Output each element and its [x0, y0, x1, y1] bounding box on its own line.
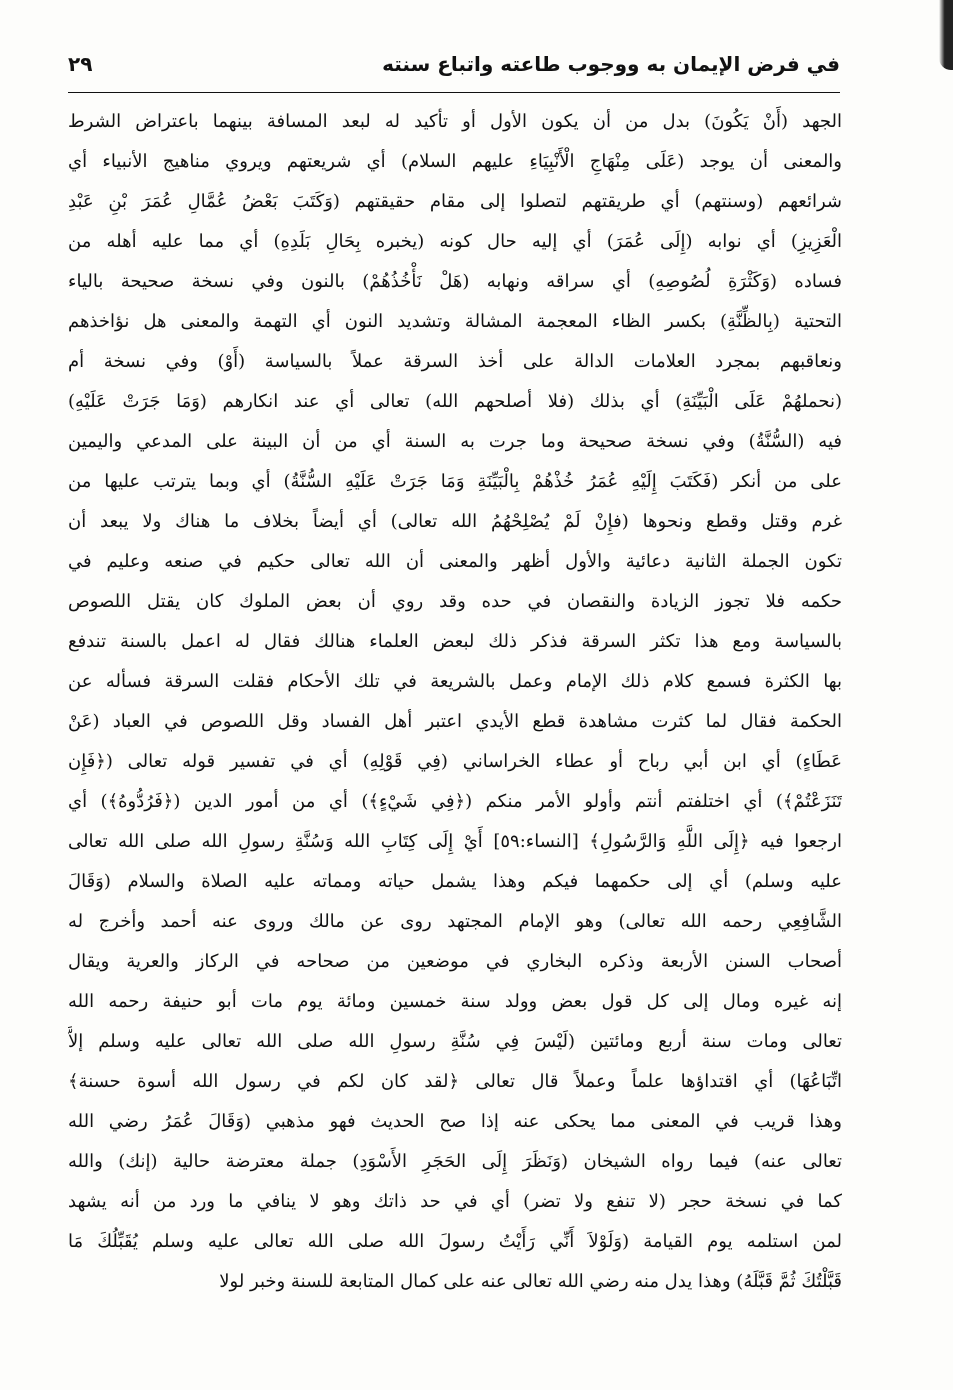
text-line: تعالى عنه) فيما رواه الشيخان (وَنَظَرَ إِلَى الحَجَرِ الأَسْوَدِ) جملة معترضة حالية (إنك) والله: [68, 1151, 842, 1172]
text-line: التحتية (بِالظِّنَّةِ) بكسر الظاء المعجمة المشالة وتشديد النون أي التهمة والمعنى هل نؤاخذهم: [68, 311, 842, 332]
page-header: [68, 44, 840, 90]
text-line: إنه غيره ومال إلى كل قول بعض وولد سنة خمسين ومائة يوم مات أبو حنيفة رحمه الله: [68, 991, 842, 1012]
text-line: تَنَزَعْتُمْ﴾) أي اختلفتم أنتم وأولو الأمر منكم (﴿فِي شَيْءٍ﴾) أي من أمور الدين (﴿فَرُدُّوهُ﴾) أي: [68, 791, 842, 812]
body-text: [68, 102, 842, 1302]
text-line: الْعَزِيزِ) أي نوابه (إِلَى عُمَرَ) أي إليه حال كونه (يخبره بِحَالِ بَلَدِهِ) أي مما عليه أهله من: [68, 231, 842, 252]
text-line: تكون الجملة الثانية دعائية والأول أظهر والمعنى أن الله تعالى حكيم في صنعه وعليم في: [68, 551, 842, 572]
text-line: قَبَّلْتُكَ ثُمَّ قَبَّلَهُ) وهذا يدل منه رضي الله تعالى عنه على كمال المتابعة للسنة وخبر لولا: [219, 1271, 842, 1292]
text-line: الشَّافِعِي رحمه الله تعالى) وهو الإمام المجتهد روى عن مالك وروى عنه أحمد وأخرج له: [68, 911, 842, 932]
text-line: والمعنى أن يوجد (عَلَى مِنْهَاجِ الْأَنْبِيَاءِ عليهم السلام) أي شريعتهم ويروي مناهيج الأنبياء أي: [68, 151, 842, 172]
text-line: بها الكثرة فسمع كلام ذلك الإمام وعمل بالشريعة في تلك الأحكام فقلت السرقة فسأله عن: [68, 671, 842, 692]
text-line: غرم وقتل وقطع ونحوها (فإِنْ لَمْ يُصْلِحْهُمُ الله تعالى) أي أيضاً بخلاف ما هناك ولا يبعد أن: [68, 511, 842, 532]
text-line: ارجعوا فيه ﴿إِلَى اللَّهِ وَالرَّسُولِ﴾ [النساء:٥٩] أَيْ إِلَى كِتَابِ الله وَسُنَّةِ رسولِ الله صلى الله تعالى: [68, 831, 842, 852]
text-line: كما في نسخة حجر (لا تنفع ولا تضر) أي في حد ذاتك وهو لا ينافي ما ورد من أنه يشهد: [68, 1191, 842, 1212]
text-line: (نحملهُمْ عَلَى الْبَيِّنَةِ) أي بذلك (فلا أصلحهم الله) تعالى أي عند انكارهم (وَمَا جَرَتْ عَلَيْهِ): [68, 391, 842, 412]
text-line: حكمه فلا تجوز الزيادة والنقصان في حده وقد روي أن بعض الملوك كان يقتل اللصوص: [68, 591, 842, 612]
text-line: وهذا قريب في المعنى مما يحكى عنه إذا صح الحديث فهو مذهبي (وَقَالَ عُمَرُ رضي الله: [68, 1111, 842, 1132]
text-line: بالسياسة ومع هذا تكثر السرقة فذكر ذلك لبعض العلماء هنالك فقال له اعمل بالسنة تندفع: [68, 631, 842, 652]
text-line: فساده (وَكَثْرَةِ لُصُوصِهِ) أي سراقه ونهابه (هَلْ نَأْخُذُهُمْ) بالنون وفي نسخة صحيحة بالياء: [68, 271, 842, 292]
text-line: تعالى ومات سنة أربع ومائتين (لَيْسَ فِي سُنَّةِ رسولِ الله صلى الله تعالى عليه وسلم إلاَّ: [68, 1031, 842, 1052]
text-line: عَطَاءٍ) أي ابن أبي رباح أو عطاء الخراساني (فِي قَوْلِهِ) أي في تفسير قوله تعالى (﴿فَإِن: [68, 751, 842, 772]
text-line: شرائعهم (وسنتهم) أي طريقتهم لتصلوا إلى مقام حقيقتهم (وَكَتَبَ بَعْضُ عُمَّالِ عُمَرَ بْنِ عَبْدِ: [68, 191, 842, 212]
running-title: في فرض الإيمان به ووجوب طاعته واتباع سنته: [382, 52, 840, 76]
text-line: أصحاب السنن الأربعة وذكره البخاري في موضعين من صحاحه في الركاز والعرية ويقال: [68, 951, 842, 972]
text-line: عليه وسلم) أي إلى حكمهما فيكم وهذا يشمل حياته ومماته عليه الصلاة والسلام (وَقَالَ: [68, 871, 842, 892]
page-number: ٢٩: [68, 52, 93, 76]
text-line: اتِّبَاعُهَا) أي اقتداؤها علماً وعملاً قال تعالى ﴿لقد كان لكم في رسول الله أسوة حسنة﴾: [68, 1071, 842, 1092]
text-line: ونعاقبهم بمجرد العلامات الدالة على أخذ السرقة عملاً بالسياسة (أَوْ) وفي نسخة أم: [68, 351, 842, 372]
page-edge-shadow: [939, 0, 953, 70]
header-rule: [68, 92, 840, 93]
text-line: الجهد (أَنْ يَكُونَ) بدل من أن يكون الأول أو تأكيد له لبعد المسافة بينهما باعتراض الشرط: [68, 111, 842, 132]
text-line: لمن استلمه يوم القيامة (وَلَوْلاَ أَنِّي رَأَيْتُ رسولَ الله صلى الله تعالى عليه وسلم يُقَبِّلُكَ مَا: [68, 1231, 842, 1252]
text-line: على من أنكر (فَكَتَبَ إِلَيْهِ عُمَرُ خُذْهُمْ بِالْبَيِّنَةِ وَمَا جَرَتْ عَلَيْهِ السُّنَّةُ) أي وبما يترتب عليها من: [68, 471, 842, 492]
text-line: الحكمة فقال لما كثرت مشاهدة قطع الأيدي اعتبر أهل الفساد وقل اللصوص في العباد (عَنْ: [68, 711, 842, 732]
text-line: فيه (السُّنَّةُ) وفي نسخة صحيحة وما جرت به السنة أي من أن البينة على المدعي واليمين: [68, 431, 842, 452]
